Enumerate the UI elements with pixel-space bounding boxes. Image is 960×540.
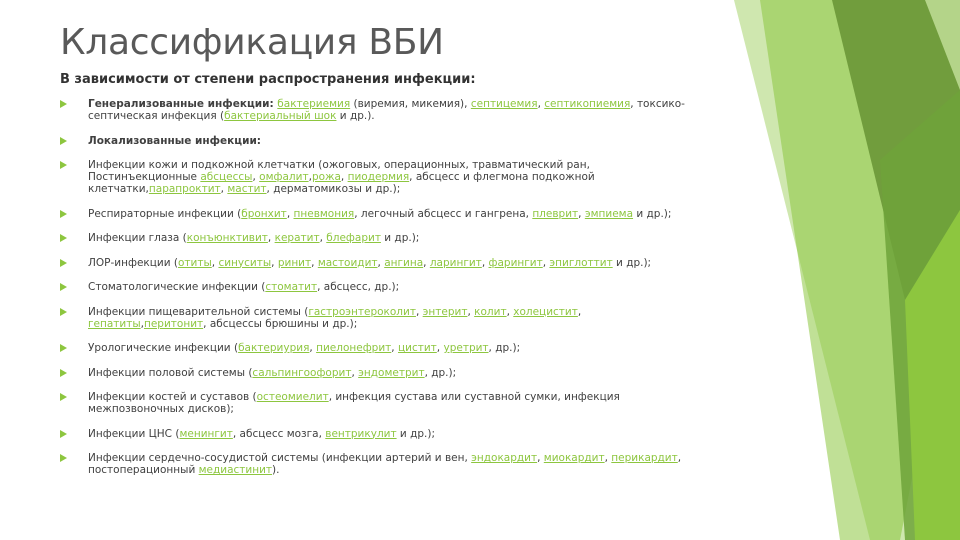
- bullet-item: [60, 391, 700, 415]
- bullet-arrow-icon: [60, 100, 67, 108]
- bullet-text: , др.);: [488, 342, 521, 354]
- term-link[interactable]: бактериемия: [277, 98, 351, 110]
- bullet-text: ,: [252, 171, 260, 183]
- term-link[interactable]: кератит: [274, 232, 320, 244]
- bullet-text: ,: [423, 256, 430, 269]
- term-link[interactable]: омфалит: [259, 171, 309, 183]
- term-link[interactable]: перикардит: [611, 452, 678, 464]
- bullet-text: и др.);: [612, 256, 652, 269]
- bullet-text: и др.);: [396, 427, 435, 440]
- term-link[interactable]: стоматит: [265, 281, 318, 293]
- bullet-arrow-icon: [60, 234, 67, 242]
- term-link[interactable]: фарингит: [488, 256, 543, 269]
- term-link[interactable]: перитонит: [143, 317, 204, 330]
- bullet-text: , инфекция сустава или суставной сумки, инфекция межпозвоночных дисков);: [88, 391, 620, 415]
- term-link[interactable]: отиты: [177, 256, 212, 269]
- bullet-text: ,: [577, 305, 582, 318]
- bullet-arrow-icon: [60, 283, 67, 291]
- bullet-text: ,: [537, 452, 544, 464]
- bullet-text: Инфекции сердечно-сосудистой системы (инфекции артерий и вен,: [88, 452, 472, 464]
- term-link[interactable]: синуситы: [218, 256, 272, 269]
- term-link[interactable]: парапроктит: [148, 183, 221, 195]
- bullet-text: Инфекции кожи и подкожной клетчатки (ожоговых, операционных, травматический ран, Постинъекционные: [88, 159, 590, 183]
- bullet-text: ,: [377, 256, 385, 269]
- bullet-text: Респираторные инфекции (: [88, 207, 242, 220]
- bullet-item: [60, 452, 700, 476]
- bullet-text: ,: [542, 256, 550, 269]
- bullet-text: , постоперационный: [88, 452, 682, 476]
- term-link[interactable]: эндометрит: [358, 366, 425, 379]
- bullet-item: [60, 135, 700, 147]
- term-link[interactable]: цистит: [397, 342, 437, 354]
- term-link[interactable]: энтерит: [422, 305, 468, 318]
- term-link[interactable]: септицемия: [470, 98, 538, 110]
- term-link[interactable]: пневмония: [293, 207, 355, 220]
- bullet-text: ,: [140, 317, 144, 330]
- bullet-text: , токсико-септическая инфекция (: [88, 98, 685, 122]
- bullet-text: ,: [506, 305, 514, 318]
- bullet-item: [60, 98, 700, 122]
- bullet-text: , легочный абсцесс и гангрена,: [354, 207, 533, 220]
- term-link[interactable]: вентрикулит: [325, 427, 397, 440]
- term-link[interactable]: абсцессы: [200, 171, 253, 183]
- bullet-text: (виремия, микемия),: [350, 98, 471, 110]
- bullet-arrow-icon: [60, 161, 67, 169]
- bullet-text: ,: [220, 183, 228, 195]
- bullet-heading-text: Локализованные инфекции:: [88, 134, 261, 147]
- term-link[interactable]: пиодермия: [347, 171, 410, 183]
- bullet-arrow-icon: [60, 344, 67, 352]
- bullet-text: и др.).: [336, 110, 375, 122]
- bullet-arrow-icon: [60, 369, 67, 377]
- term-link[interactable]: эндокардит: [471, 452, 538, 464]
- bullet-text: Инфекции костей и суставов (: [88, 391, 257, 403]
- bullet-text: ,: [351, 366, 359, 379]
- term-link[interactable]: гепатиты: [88, 317, 141, 330]
- slide-title: Классификация ВБИ: [60, 22, 444, 63]
- term-link[interactable]: ринит: [277, 256, 312, 269]
- term-link[interactable]: остеомиелит: [256, 391, 329, 403]
- bullet-arrow-icon: [60, 454, 67, 462]
- bullet-item: [60, 257, 700, 269]
- bullet-text: Инфекции глаза (: [88, 232, 187, 244]
- term-link[interactable]: конъюнктивит: [186, 232, 268, 244]
- bullet-item: [60, 232, 700, 244]
- bullet-text: ,: [391, 342, 398, 354]
- slide-subtitle: В зависимости от степени распространения инфекции:: [60, 72, 476, 87]
- term-link[interactable]: мастит: [227, 183, 267, 195]
- bullet-item: [60, 306, 700, 330]
- bullet-text: ).: [272, 464, 280, 476]
- bullet-text: , дерматомикозы и др.);: [266, 183, 401, 195]
- term-link[interactable]: эмпиема: [584, 207, 634, 220]
- bullet-text: , др.);: [424, 366, 457, 379]
- bullet-text: ,: [537, 98, 545, 110]
- term-link[interactable]: септикопиемия: [544, 98, 631, 110]
- term-link[interactable]: миокардит: [543, 452, 605, 464]
- infection-bullet-list: [60, 98, 700, 489]
- bullet-arrow-icon: [60, 259, 67, 267]
- bullet-item: [60, 281, 700, 293]
- bullet-item: [60, 367, 700, 379]
- bullet-heading-text: Генерализованные инфекции:: [88, 98, 278, 110]
- term-link[interactable]: эпиглоттит: [549, 256, 613, 269]
- term-link[interactable]: плеврит: [532, 207, 579, 220]
- bullet-item: [60, 208, 700, 220]
- bullet-text: Инфекции пищеварительной системы (: [88, 305, 309, 318]
- bullet-text: и др.);: [380, 232, 420, 244]
- term-link[interactable]: гастроэнтероколит: [308, 305, 416, 318]
- bullet-text: , абсцессы брюшины и др.);: [203, 317, 358, 330]
- bullet-text: , абсцесс мозга,: [232, 427, 326, 440]
- bullet-text: Инфекции ЦНС (: [88, 427, 180, 440]
- bullet-text: и др.);: [633, 207, 672, 220]
- bullet-text: ,: [415, 305, 423, 318]
- term-link[interactable]: бактериурия: [238, 342, 310, 354]
- bullet-text: ,: [309, 342, 317, 354]
- bullet-arrow-icon: [60, 430, 67, 438]
- term-link[interactable]: пиелонефрит: [316, 342, 392, 354]
- term-link[interactable]: менингит: [179, 427, 233, 440]
- bullet-item: [60, 342, 700, 354]
- bullet-text: Урологические инфекции (: [88, 342, 239, 354]
- term-link[interactable]: рожа: [311, 171, 341, 183]
- bullet-arrow-icon: [60, 210, 67, 218]
- term-link[interactable]: бактериальный шок: [224, 110, 337, 122]
- bullet-arrow-icon: [60, 393, 67, 401]
- bullet-text: ,: [311, 256, 318, 269]
- term-link[interactable]: уретрит: [443, 342, 489, 354]
- bullet-text: ,: [578, 207, 585, 220]
- bullet-arrow-icon: [60, 308, 67, 316]
- bullet-text: , абсцесс, др.);: [317, 281, 400, 293]
- bullet-arrow-icon: [60, 137, 67, 145]
- term-link[interactable]: блефарит: [326, 232, 381, 244]
- bullet-text: ,: [211, 256, 219, 269]
- bullet-text: Инфекции половой системы (: [88, 366, 253, 379]
- bullet-text: , абсцесс и флегмона подкожной клетчатки,: [88, 171, 595, 195]
- bullet-text: ,: [271, 256, 278, 269]
- bullet-text: ,: [319, 232, 327, 244]
- bullet-text: ,: [267, 232, 275, 244]
- term-link[interactable]: мастоидит: [317, 256, 378, 269]
- bullet-item: [60, 159, 700, 195]
- term-link[interactable]: колит: [474, 305, 507, 318]
- bullet-text: ,: [340, 171, 348, 183]
- term-link[interactable]: холецистит: [513, 305, 578, 318]
- bullet-text: Стоматологические инфекции (: [88, 281, 266, 293]
- bullet-text: ,: [467, 305, 475, 318]
- term-link[interactable]: бронхит: [241, 207, 287, 220]
- bullet-item: [60, 428, 700, 440]
- bullet-text: ,: [286, 207, 294, 220]
- bullet-text: ЛОР-инфекции (: [88, 256, 178, 269]
- bullet-text: ,: [308, 171, 312, 183]
- bullet-text: ,: [436, 342, 444, 354]
- term-link[interactable]: ангина: [384, 256, 424, 269]
- bullet-text: ,: [481, 256, 489, 269]
- term-link[interactable]: сальпингоофорит: [252, 366, 352, 379]
- bullet-text: ,: [604, 452, 612, 464]
- term-link[interactable]: ларингит: [429, 256, 482, 269]
- term-link[interactable]: медиастинит: [198, 464, 273, 476]
